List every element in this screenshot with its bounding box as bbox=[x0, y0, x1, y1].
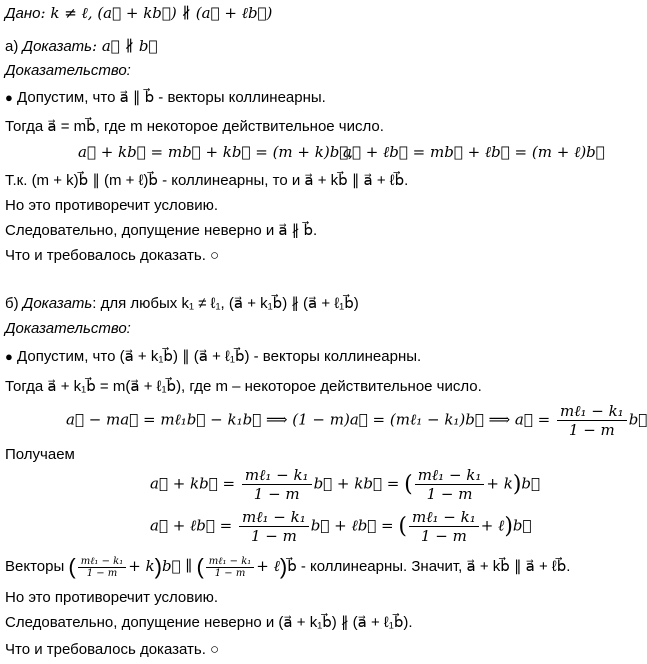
eq3-right: b⃗ bbox=[628, 410, 647, 429]
eq5-a: a⃗ + ℓb⃗ = bbox=[150, 516, 233, 535]
fraction-numerator: mℓ₁ − k₁ bbox=[206, 556, 254, 568]
part-b-proof-label: Доказательство bbox=[5, 320, 127, 337]
part-a-line-5: Следовательно, допущение неверно и a⃗ ∦ b⃗. bbox=[5, 222, 318, 239]
part-a-line-4: Но это противоречит условию. bbox=[5, 197, 219, 214]
part-a-line-2: Тогда a⃗ = mb⃗, где m некоторое действительное число. bbox=[5, 118, 384, 135]
vectors-fraction-1 bbox=[78, 556, 126, 579]
eq4-b: b⃗ + kb⃗ = bbox=[313, 474, 400, 493]
paren-left: ( bbox=[404, 472, 413, 497]
part-b-prove-label: Доказать bbox=[22, 295, 93, 312]
eq5-b: b⃗ + ℓb⃗ = bbox=[310, 516, 394, 535]
part-b-eq-5 bbox=[150, 508, 532, 545]
part-b-line-6: Что и требовалось доказать. ○ bbox=[5, 641, 220, 658]
part-b-line-1 bbox=[5, 348, 421, 366]
paren-right: ) bbox=[279, 554, 288, 580]
part-b-proof-heading bbox=[5, 320, 131, 338]
given-content: : k ≠ ℓ, (a⃗ + kb⃗) ∦ (a⃗ + ℓb⃗) bbox=[40, 4, 273, 22]
eq4-fraction-2 bbox=[415, 466, 485, 503]
part-b-prove-line bbox=[5, 295, 359, 313]
eq3-left: a⃗ − ma⃗ = mℓ₁b⃗ − k₁b⃗ ⟹ (1 − m)a⃗ = (mℓ₁ − k₁)b⃗ ⟹ a⃗ = bbox=[66, 410, 551, 429]
part-a-proof-colon: : bbox=[126, 62, 131, 79]
eq5-c: + ℓ bbox=[480, 516, 505, 535]
given-line bbox=[5, 4, 272, 23]
eq5-fraction-1 bbox=[239, 508, 309, 545]
part-a-eq-1: a⃗ + kb⃗ = mb⃗ + kb⃗ = (m + k)b⃗, bbox=[78, 143, 354, 161]
fraction-denominator: 1 − m bbox=[253, 485, 300, 503]
paren-left: ( bbox=[196, 554, 204, 580]
part-b-line-4: Но это противоречит условию. bbox=[5, 589, 219, 606]
part-b-l1: Допустим, что (a⃗ + k₁b⃗) ∥ (a⃗ + ℓ₁b⃗) - векторы коллинеарны. bbox=[12, 348, 422, 365]
fraction-numerator: mℓ₁ − k₁ bbox=[409, 508, 479, 527]
part-a-proof-heading bbox=[5, 62, 131, 80]
paren-right: ) bbox=[154, 554, 162, 580]
part-b-get-line: Получаем bbox=[5, 446, 75, 463]
vectors-pre: Векторы bbox=[5, 558, 65, 575]
part-a-prove-label: Доказать bbox=[22, 38, 93, 55]
fraction-denominator: 1 − m bbox=[250, 527, 297, 545]
vectors-post: b⃗ - коллинеарны. Значит, a⃗ + kb⃗ ∥ a⃗ + ℓb⃗. bbox=[287, 558, 571, 575]
part-a-line-3: Т.к. (m + k)b⃗ ∥ (m + ℓ)b⃗ - коллинеарны, то и a⃗ + kb⃗ ∥ a⃗ + ℓb⃗. bbox=[5, 172, 409, 189]
part-a-prefix: а) bbox=[5, 38, 23, 55]
part-a-line-6: Что и требовалось доказать. ○ bbox=[5, 247, 220, 264]
fraction-denominator: 1 − m bbox=[426, 485, 473, 503]
paren-right: ) bbox=[512, 472, 522, 497]
eq4-a: a⃗ + kb⃗ = bbox=[150, 474, 236, 493]
part-a-prove-content: : a⃗ ∦ b⃗ bbox=[92, 37, 158, 55]
fraction-denominator: 1 − m bbox=[214, 567, 246, 579]
vectors-c2: + ℓ bbox=[256, 557, 280, 575]
eq4-d: b⃗ bbox=[521, 474, 541, 493]
part-a-eq-2: a⃗ + ℓb⃗ = mb⃗ + ℓb⃗ = (m + ℓ)b⃗ bbox=[343, 143, 605, 161]
vectors-fraction-2 bbox=[206, 556, 254, 579]
part-b-eq-3 bbox=[66, 402, 647, 439]
part-a-l1: Допустим, что a⃗ ∥ b⃗ - векторы коллинеарны. bbox=[12, 89, 326, 106]
paren-right: ) bbox=[504, 514, 513, 539]
fraction-denominator: 1 − m bbox=[86, 567, 118, 579]
fraction-numerator: mℓ₁ − k₁ bbox=[242, 466, 312, 485]
eq5-d: b⃗ bbox=[512, 516, 532, 535]
eq3-fraction bbox=[557, 402, 627, 439]
paren-left: ( bbox=[68, 554, 76, 580]
vectors-c1: + k bbox=[128, 557, 155, 575]
part-a-proof-label: Доказательство bbox=[5, 62, 127, 79]
bullet-icon: ● bbox=[5, 349, 13, 364]
eq5-fraction-2 bbox=[409, 508, 479, 545]
fraction-denominator: 1 − m bbox=[568, 421, 615, 439]
bullet-icon: ● bbox=[5, 90, 13, 105]
fraction-numerator: mℓ₁ − k₁ bbox=[78, 556, 126, 568]
eq4-c: + k bbox=[486, 474, 513, 493]
part-a-prove-line bbox=[5, 37, 157, 56]
part-b-prove-content: : для любых k₁ ≠ ℓ₁, (a⃗ + k₁b⃗) ∦ (a⃗ + ℓ₁b⃗) bbox=[92, 295, 359, 312]
part-b-prefix: б) bbox=[5, 295, 23, 312]
eq4-fraction-1 bbox=[242, 466, 312, 503]
fraction-numerator: mℓ₁ − k₁ bbox=[239, 508, 309, 527]
part-b-line-2: Тогда a⃗ + k₁b⃗ = m(a⃗ + ℓ₁b⃗), где m – некоторое действительное число. bbox=[5, 378, 482, 395]
fraction-denominator: 1 − m bbox=[420, 527, 467, 545]
part-a-line-1 bbox=[5, 89, 326, 107]
paren-left: ( bbox=[398, 514, 408, 539]
part-b-vectors-line bbox=[5, 553, 570, 580]
part-b-eq-4 bbox=[150, 466, 540, 503]
given-label: Дано bbox=[5, 5, 41, 22]
part-b-line-5: Следовательно, допущение неверно и (a⃗ + k₁b⃗) ∦ (a⃗ + ℓ₁b⃗). bbox=[5, 614, 413, 631]
part-b-proof-colon: : bbox=[126, 320, 131, 337]
fraction-numerator: mℓ₁ − k₁ bbox=[415, 466, 485, 485]
fraction-numerator: mℓ₁ − k₁ bbox=[557, 402, 627, 421]
vectors-mid: b⃗ ∥ bbox=[161, 557, 193, 575]
